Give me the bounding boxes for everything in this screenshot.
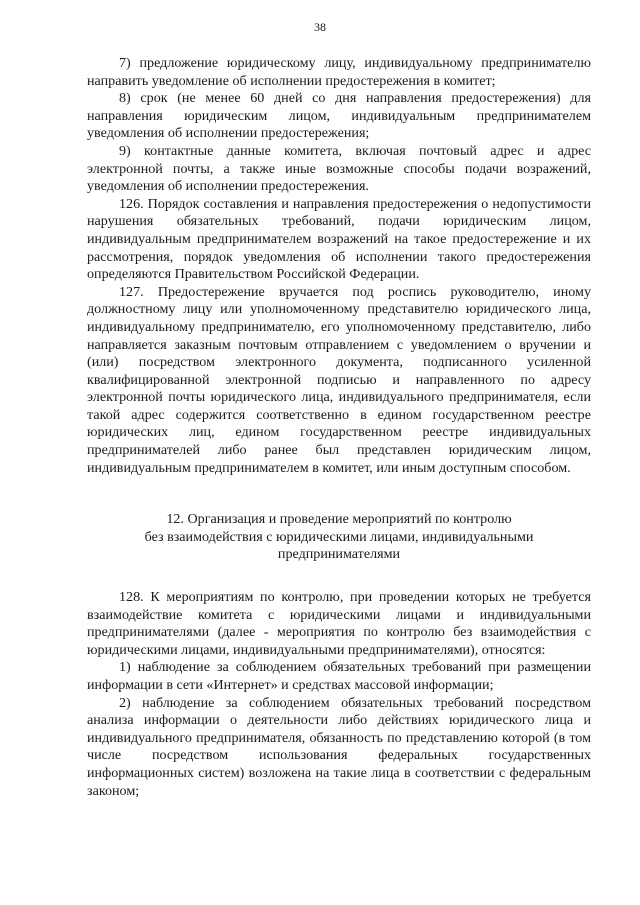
list-item-9: 9) контактные данные комитета, включая почтовый адрес и адрес электронной почты, а также иные возможные способы подачи возражений, уведомления об исполнении предостережения. bbox=[87, 142, 591, 195]
clause-126: 126. Порядок составления и направления предостережения о недопустимости нарушения обязательных требований, подачи юридическим лицом, индивидуальным предпринимателем возражений на такое предостережение и их рассмотрения, порядок уведомления об исполнении такого предостережения определяются Правительством Российской Федерации. bbox=[87, 195, 591, 283]
section-heading-line-2: без взаимодействия с юридическими лицами, индивидуальными bbox=[144, 528, 534, 545]
list-item-8: 8) срок (не менее 60 дней со дня направления предостережения) для направления юридическим лицом, индивидуальным предпринимателем уведомления об исполнении предостережения; bbox=[87, 90, 591, 142]
section-heading-line-1: 12. Организация и проведение мероприятий по контролю bbox=[166, 511, 512, 528]
clause-128: 128. К мероприятиям по контролю, при проведении которых не требуется взаимодействие комитета с юридическими лицами и индивидуальными предпринимателями (далее - мероприятия по контролю без взаимодействия с юридическими лицами, индивидуальными предпринимателями), относятся: bbox=[87, 589, 591, 658]
page-number: 38 bbox=[314, 20, 326, 34]
section-heading-line-3: предпринимателями bbox=[277, 546, 401, 563]
document-body bbox=[87, 55, 591, 800]
section-heading bbox=[87, 511, 591, 564]
list-item-1: 1) наблюдение за соблюдением обязательных требований при размещении информации в сети «Интернет» и средствах массовой информации; bbox=[87, 659, 591, 693]
list-item-2: 2) наблюдение за соблюдением обязательных требований посредством анализа информации о деятельности либо действиях юридического лица и индивидуального предпринимателя, обязанность по представлению которой (в том числе посредством использования федеральных государственных информационных систем) возложена на такие лица в соответствии с федеральным законом; bbox=[87, 694, 591, 799]
list-item-7: 7) предложение юридическому лицу, индивидуальному предпринимателю направить уведомление об исполнении предостережения в комитет; bbox=[87, 55, 591, 89]
clause-127: 127. Предостережение вручается под роспись руководителю, иному должностному лицу или уполномоченному представителю юридического лица, индивидуальному предпринимателю, его уполномоченному представителю, либо направляется заказным почтовым отправлением с уведомлением о вручении и (или) посредством электронного документа, подписанного усиленной квалифицированной электронной подписью и направленного по адресу электронной почты юридического лица, индивидуального предпринимателя, если такой адрес содержится соответственно в едином государственном реестре юридических лиц, едином государственном реестре индивидуальных предпринимателей либо ранее был представлен юридическим лицом, индивидуальным предпринимателем в комитет, или иным доступным способом. bbox=[87, 283, 591, 476]
